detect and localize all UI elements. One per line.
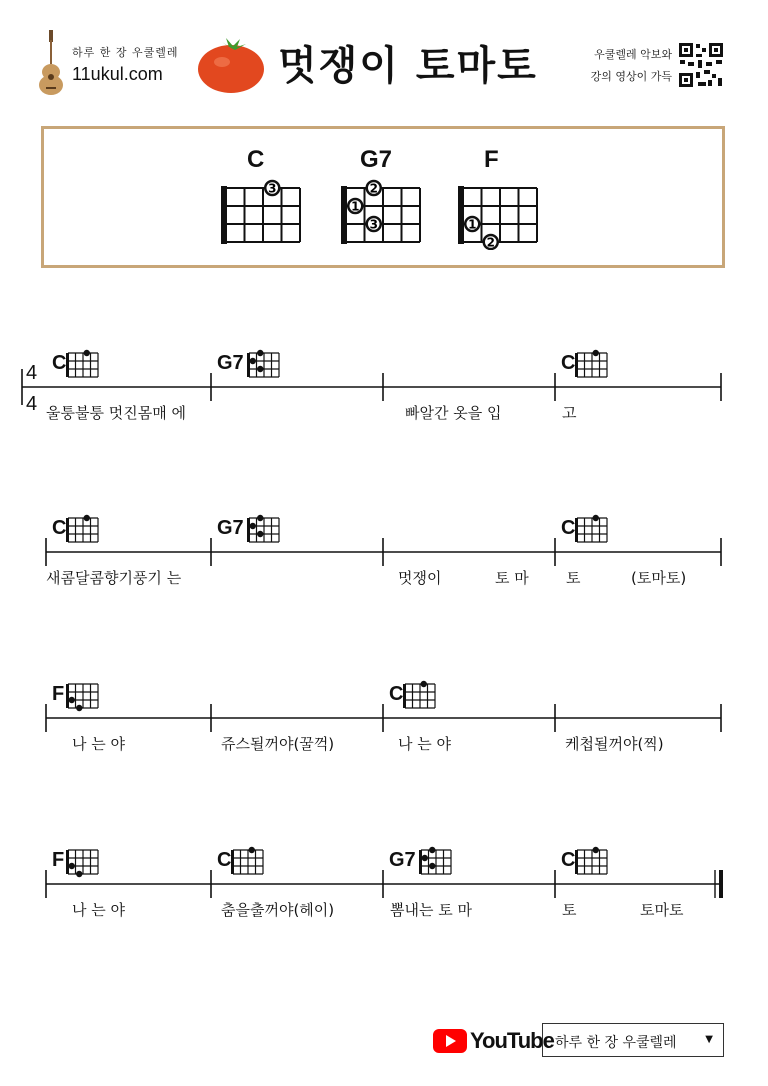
lyric-text: 케첩될꺼야(찍) [565,735,664,753]
mini-finger-dot [421,681,427,687]
finger-number: 3 [369,217,378,232]
mini-chord-nut [247,518,250,542]
site-url[interactable]: 11ukul.com [72,64,163,84]
youtube-wordmark[interactable]: YouTube [470,1028,554,1053]
mini-finger-dot [257,531,263,537]
lyric-text: 춤을출꺼야(헤이) [221,901,335,919]
mini-finger-dot [69,863,75,869]
lyric-text: 멋쟁이 [398,569,442,587]
mini-chord-diagram [575,350,607,377]
finger-number: 2 [486,235,495,250]
lyric-text: 토 [566,569,581,587]
mini-finger-dot [257,350,263,356]
measure-chord-label: C [561,352,576,374]
mini-chord-diagram [66,850,98,877]
mini-chord-diagram [403,681,435,708]
mini-finger-dot [429,863,435,869]
header-tagline: 하루 한 장 우쿨렐레 [72,46,179,59]
mini-finger-dot [249,847,255,853]
mini-finger-dot [69,697,75,703]
lyric-text: 쥬스될꺼야(꿀꺽) [221,735,335,753]
mini-finger-dot [84,350,90,356]
measure-chord-label: C [52,517,67,539]
finger-number: 1 [351,199,360,214]
measure-chord-label: C [217,849,232,871]
chevron-down-icon: ▼ [705,1034,713,1045]
song-title: 멋쟁이 토마토 [278,43,538,89]
mini-chord-diagram [66,350,98,377]
mini-chord-nut [66,850,69,874]
mini-finger-dot [250,523,256,529]
measure-chord-label: C [561,849,576,871]
mini-finger-dot [76,705,82,711]
mini-finger-dot [84,515,90,521]
time-signature-bottom: 4 [26,393,38,415]
finger-number: 1 [468,217,477,232]
mini-finger-dot [422,855,428,861]
lyric-text: 나 는 야 [72,735,126,753]
lyric-text: 울퉁불퉁 멋진몸매 에 [46,404,186,422]
mini-chord-diagram [66,684,98,711]
mini-chord-diagram [419,847,451,874]
chord-chart-name: C [247,146,265,173]
mini-finger-dot [76,871,82,877]
channel-name: 하루 한 장 우쿨렐레 [555,1035,677,1051]
mini-finger-dot [250,358,256,364]
promo-line-2: 강의 영상이 가득 [590,70,672,83]
measure-chord-label: G7 [217,352,244,374]
mini-chord-nut [66,684,69,708]
lyric-text: 나 는 야 [72,901,126,919]
measure-chord-label: F [52,683,65,705]
measure-chord-label: C [52,352,67,374]
measure-chord-label: C [561,517,576,539]
time-signature-top: 4 [26,362,38,384]
mini-finger-dot [257,515,263,521]
lyric-text: 토 [562,901,577,919]
measure-chord-label: G7 [389,849,416,871]
mini-chord-diagram [247,515,279,542]
mini-chord-diagram [247,350,279,377]
lyric-text: (토마토) [631,569,687,587]
mini-finger-dot [593,350,599,356]
finger-number: 2 [369,181,378,196]
lyric-text: 빠알간 옷을 입 [405,404,502,422]
mini-finger-dot [593,515,599,521]
mini-chord-diagram [575,847,607,874]
promo-line-1: 우쿨렐레 악보와 [594,48,672,61]
youtube-play-icon[interactable] [433,1029,467,1053]
finger-number: 3 [268,181,277,196]
lyric-text: 고 [562,404,577,422]
mini-chord-nut [247,353,250,377]
mini-finger-dot [429,847,435,853]
mini-chord-diagram [231,847,263,874]
channel-select[interactable] [542,1023,724,1057]
measure-chord-label: F [52,849,65,871]
measure-chord-label: G7 [217,517,244,539]
lyric-text: 토 마 [495,569,529,587]
lyric-text: 토마토 [640,901,684,919]
chord-chart-name: F [484,146,499,173]
mini-chord-nut [419,850,422,874]
chord-chart-name: G7 [360,146,393,173]
mini-finger-dot [593,847,599,853]
mini-chord-diagram [575,515,607,542]
lyric-text: 새콤달콤향기풍기 는 [46,569,182,587]
mini-chord-diagram [66,515,98,542]
lyric-text: 나 는 야 [398,735,452,753]
lyric-text: 뽐내는 토 마 [390,901,472,919]
mini-finger-dot [257,366,263,372]
measure-chord-label: C [389,683,404,705]
